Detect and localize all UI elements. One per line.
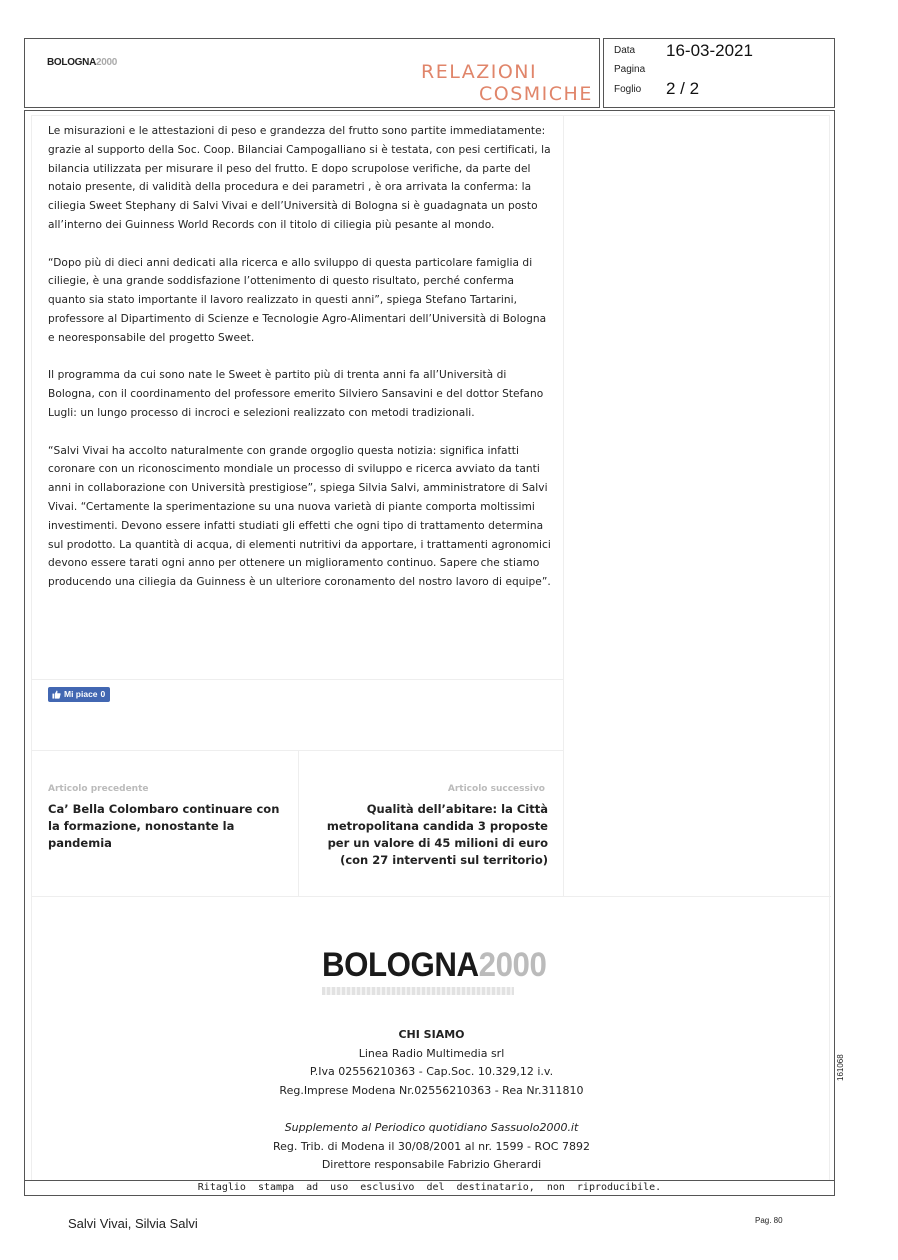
thumbs-up-icon — [52, 690, 61, 699]
separator — [32, 679, 563, 680]
footer-company-block — [32, 1026, 831, 1100]
footer-supplement: Supplemento al Periodico quotidiano Sassuolo2000.it — [284, 1121, 579, 1134]
logo-tagline-decoration — [322, 987, 514, 995]
clipping-notice: Ritaglio stampa ad uso esclusivo del destinatario, non riproducibile. — [24, 1181, 835, 1196]
client-name: Salvi Vivai, Silvia Salvi — [68, 1216, 198, 1231]
sheet-value: 2 / 2 — [666, 79, 700, 98]
footer-line: Reg.Imprese Modena Nr.02556210363 - Rea Nr.311810 — [279, 1083, 584, 1097]
side-code: 161068 — [836, 1054, 845, 1082]
previous-article-label: Articolo precedente — [48, 784, 149, 794]
footer-logo: BOLOGNA2000 — [322, 946, 522, 1006]
web-page-capture — [31, 115, 830, 1181]
date-value: 16-03-2021 — [666, 41, 753, 60]
footer-line: Direttore responsabile Fabrizio Gherardi — [321, 1158, 542, 1171]
footer-line: P.Iva 02556210363 - Cap.Soc. 10.329,12 i.v. — [309, 1065, 554, 1078]
publication-logo: BOLOGNA2000 — [47, 57, 118, 68]
client-logo — [421, 59, 599, 105]
article-paragraph: “Salvi Vivai ha accolto naturalmente con grande orgoglio questa notizia: significa infatti coronare con un riconoscimento mondiale un processo di sviluppo e ricerca avviato da tanti anni in collaborazione con Università prestigiose”, spiega Silvia Salvi, amministratore di Salvi Vivai. “Certamente la sperimentazione su una nuova varietà di piante comporta moltissimi investimenti. Devono essere infatti studiati gli effetti che ogni tipo di trattamento determina sul prodotto. La quantità di acqua, di elementi nutritivi da apportare, i trattamenti agronomici devono essere tarati ogni anno per ottenere un miglioramento continuo. Sapere che stiamo producendo una ciliegia da Guinness è un ulteriore coronamento del nostro lavoro di equipe”. — [48, 444, 551, 589]
sheet-label: Foglio — [614, 84, 642, 95]
client-logo-line1: RELAZIONI — [421, 61, 538, 83]
header-meta-box — [603, 38, 835, 108]
column-divider — [563, 116, 564, 896]
next-article-link[interactable]: Qualità dell’abitare: la Città metropolitana candida 3 proposte per un valore di 45 milioni di euro (con 27 interventi sul territorio) — [326, 802, 548, 867]
date-label: Data — [614, 45, 636, 56]
article-body — [48, 122, 553, 611]
like-label: Mi piace — [64, 689, 98, 699]
article-paragraph: Il programma da cui sono nate le Sweet è partito più di trenta anni fa all’Università di Bologna, con il coordinamento del professore emerito Silviero Sansavini e del dottor Stefano Lugli: un lungo processo di incroci e selezioni realizzato con metodi tradizionali. — [48, 369, 544, 419]
clipping-frame — [24, 110, 835, 1181]
separator — [32, 896, 831, 897]
page-label: Pagina — [614, 64, 646, 75]
article-paragraph: Le misurazioni e le attestazioni di peso e grandezza del frutto sono partite immediatamente: grazie al supporto della Soc. Coop. Bilanciai Campogalliano si è testata, con pesi certificati, la bilancia utilizzata per misurare il peso del frutto. E dopo scrupolose verifiche, da parte del notaio presente, di validità della procedura e dei parametri , è ora arrivata la conferma: la ciliegia Sweet Stephany di Salvi Vivai e dell’Università di Bologna si è guadagnata un posto all’interno dei Guinness World Records con il titolo di ciliegia più pesante al mondo. — [48, 125, 551, 231]
like-count: 0 — [100, 689, 106, 699]
footer-line: Reg. Trib. di Modena il 30/08/2001 al nr. 1599 - ROC 7892 — [273, 1139, 590, 1153]
page-number: Pag. 80 — [755, 1216, 783, 1225]
footer-heading: CHI SIAMO — [398, 1028, 465, 1041]
previous-article-link[interactable]: Ca’ Bella Colombaro continuare con la formazione, nonostante la pandemia — [48, 802, 280, 850]
client-logo-line2: COSMICHE — [479, 83, 593, 105]
nav-divider — [298, 750, 299, 896]
footer-registry-block — [32, 1119, 831, 1175]
article-paragraph: “Dopo più di dieci anni dedicati alla ricerca e allo sviluppo di questa particolare famiglia di ciliegie, è una grande soddisfazione l’ottenimento di questo risultato, perché conferma quanto sia stato importante il lavoro realizzato in questi anni”, spiega Stefano Tartarini, professore al Dipartimento di Scienze e Tecnologie Agro-Alimentari dell’Università di Bologna e neoresponsabile del progetto Sweet. — [48, 256, 547, 344]
header-publication-box — [24, 38, 600, 108]
next-article-label: Articolo successivo — [447, 784, 545, 794]
footer-line: Linea Radio Multimedia srl — [358, 1046, 505, 1060]
facebook-like-button[interactable] — [48, 687, 110, 702]
